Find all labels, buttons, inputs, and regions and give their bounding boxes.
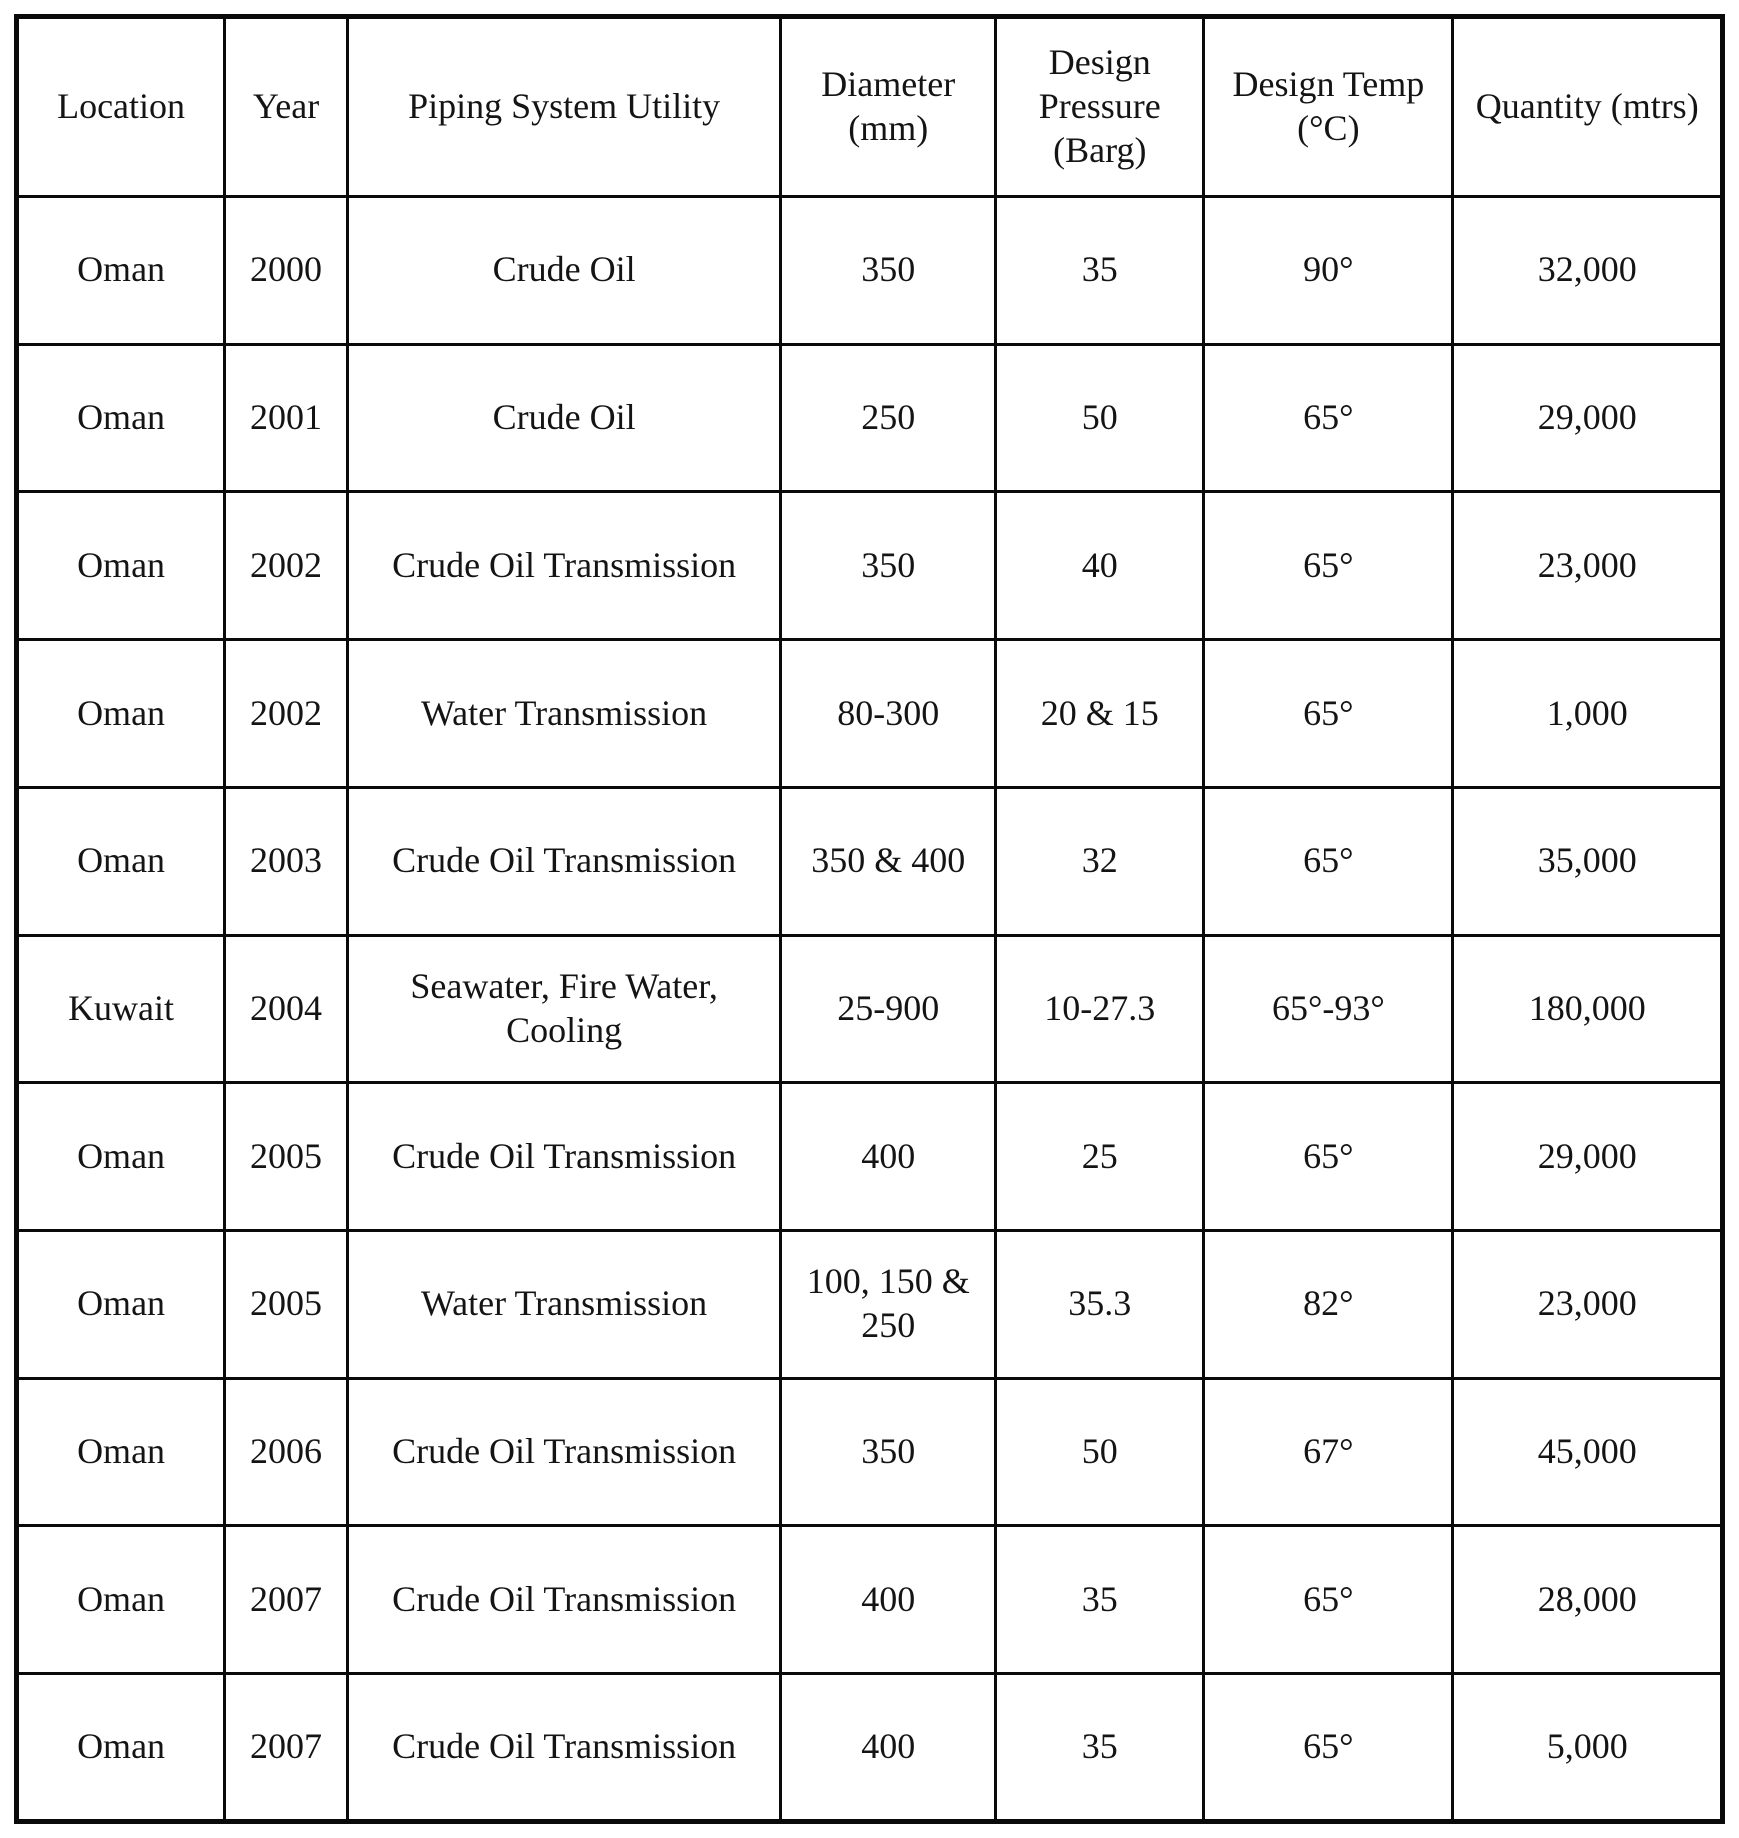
cell-quantity: 45,000 xyxy=(1453,1378,1723,1526)
table-row xyxy=(17,1231,1723,1379)
column-header-piping-system-utility: Piping System Utility xyxy=(347,17,780,197)
cell-location: Kuwait xyxy=(17,935,225,1083)
cell-year: 2005 xyxy=(225,1083,348,1231)
cell-year: 2007 xyxy=(225,1674,348,1822)
cell-diameter: 350 xyxy=(781,1378,996,1526)
cell-design-pressure: 50 xyxy=(996,1378,1204,1526)
cell-location: Oman xyxy=(17,1231,225,1379)
cell-location: Oman xyxy=(17,787,225,935)
cell-year: 2001 xyxy=(225,344,348,492)
cell-design-temp: 65°-93° xyxy=(1204,935,1453,1083)
table-row xyxy=(17,1378,1723,1526)
cell-design-pressure: 40 xyxy=(996,492,1204,640)
cell-diameter: 350 & 400 xyxy=(781,787,996,935)
cell-diameter: 400 xyxy=(781,1674,996,1822)
cell-design-temp: 82° xyxy=(1204,1231,1453,1379)
cell-piping-system-utility: Water Transmission xyxy=(347,1231,780,1379)
table-row xyxy=(17,640,1723,788)
cell-quantity: 180,000 xyxy=(1453,935,1723,1083)
cell-quantity: 23,000 xyxy=(1453,492,1723,640)
piping-projects-table xyxy=(14,14,1725,1824)
cell-diameter: 400 xyxy=(781,1526,996,1674)
cell-diameter: 350 xyxy=(781,197,996,345)
column-header-location: Location xyxy=(17,17,225,197)
cell-quantity: 32,000 xyxy=(1453,197,1723,345)
cell-design-temp: 90° xyxy=(1204,197,1453,345)
cell-location: Oman xyxy=(17,1674,225,1822)
cell-design-pressure: 35 xyxy=(996,1526,1204,1674)
table-row xyxy=(17,1674,1723,1822)
cell-quantity: 28,000 xyxy=(1453,1526,1723,1674)
cell-diameter: 350 xyxy=(781,492,996,640)
table-row xyxy=(17,935,1723,1083)
cell-year: 2003 xyxy=(225,787,348,935)
cell-location: Oman xyxy=(17,344,225,492)
cell-design-pressure: 35 xyxy=(996,197,1204,345)
cell-design-temp: 67° xyxy=(1204,1378,1453,1526)
cell-location: Oman xyxy=(17,197,225,345)
table-row xyxy=(17,344,1723,492)
table-row xyxy=(17,492,1723,640)
cell-piping-system-utility: Seawater, Fire Water, Cooling xyxy=(347,935,780,1083)
cell-diameter: 100, 150 & 250 xyxy=(781,1231,996,1379)
cell-location: Oman xyxy=(17,1083,225,1231)
cell-design-temp: 65° xyxy=(1204,787,1453,935)
cell-piping-system-utility: Crude Oil xyxy=(347,344,780,492)
table-row xyxy=(17,1526,1723,1674)
cell-diameter: 400 xyxy=(781,1083,996,1231)
cell-year: 2004 xyxy=(225,935,348,1083)
cell-piping-system-utility: Crude Oil Transmission xyxy=(347,1526,780,1674)
header-row xyxy=(17,17,1723,197)
cell-quantity: 1,000 xyxy=(1453,640,1723,788)
cell-location: Oman xyxy=(17,1378,225,1526)
cell-design-pressure: 32 xyxy=(996,787,1204,935)
cell-location: Oman xyxy=(17,1526,225,1674)
cell-quantity: 5,000 xyxy=(1453,1674,1723,1822)
cell-design-pressure: 20 & 15 xyxy=(996,640,1204,788)
column-header-diameter: Diameter (mm) xyxy=(781,17,996,197)
cell-piping-system-utility: Crude Oil Transmission xyxy=(347,1378,780,1526)
column-header-design-temp: Design Temp (°C) xyxy=(1204,17,1453,197)
cell-design-temp: 65° xyxy=(1204,1526,1453,1674)
cell-year: 2000 xyxy=(225,197,348,345)
cell-design-pressure: 10-27.3 xyxy=(996,935,1204,1083)
cell-piping-system-utility: Crude Oil Transmission xyxy=(347,1083,780,1231)
cell-design-temp: 65° xyxy=(1204,1674,1453,1822)
cell-piping-system-utility: Crude Oil Transmission xyxy=(347,1674,780,1822)
cell-diameter: 80-300 xyxy=(781,640,996,788)
cell-year: 2002 xyxy=(225,640,348,788)
cell-design-pressure: 50 xyxy=(996,344,1204,492)
table-row xyxy=(17,197,1723,345)
table-header xyxy=(17,17,1723,197)
cell-piping-system-utility: Crude Oil Transmission xyxy=(347,787,780,935)
cell-diameter: 25-900 xyxy=(781,935,996,1083)
column-header-quantity: Quantity (mtrs) xyxy=(1453,17,1723,197)
cell-quantity: 35,000 xyxy=(1453,787,1723,935)
cell-piping-system-utility: Water Transmission xyxy=(347,640,780,788)
cell-piping-system-utility: Crude Oil xyxy=(347,197,780,345)
cell-year: 2005 xyxy=(225,1231,348,1379)
cell-year: 2002 xyxy=(225,492,348,640)
cell-design-pressure: 25 xyxy=(996,1083,1204,1231)
cell-design-pressure: 35 xyxy=(996,1674,1204,1822)
cell-quantity: 23,000 xyxy=(1453,1231,1723,1379)
cell-design-temp: 65° xyxy=(1204,492,1453,640)
cell-year: 2007 xyxy=(225,1526,348,1674)
cell-diameter: 250 xyxy=(781,344,996,492)
cell-piping-system-utility: Crude Oil Transmission xyxy=(347,492,780,640)
cell-design-pressure: 35.3 xyxy=(996,1231,1204,1379)
cell-design-temp: 65° xyxy=(1204,640,1453,788)
table-body xyxy=(17,197,1723,1822)
column-header-year: Year xyxy=(225,17,348,197)
cell-design-temp: 65° xyxy=(1204,1083,1453,1231)
cell-design-temp: 65° xyxy=(1204,344,1453,492)
cell-year: 2006 xyxy=(225,1378,348,1526)
table-row xyxy=(17,1083,1723,1231)
table-row xyxy=(17,787,1723,935)
cell-location: Oman xyxy=(17,640,225,788)
cell-location: Oman xyxy=(17,492,225,640)
cell-quantity: 29,000 xyxy=(1453,344,1723,492)
column-header-design-pressure: Design Pressure (Barg) xyxy=(996,17,1204,197)
cell-quantity: 29,000 xyxy=(1453,1083,1723,1231)
